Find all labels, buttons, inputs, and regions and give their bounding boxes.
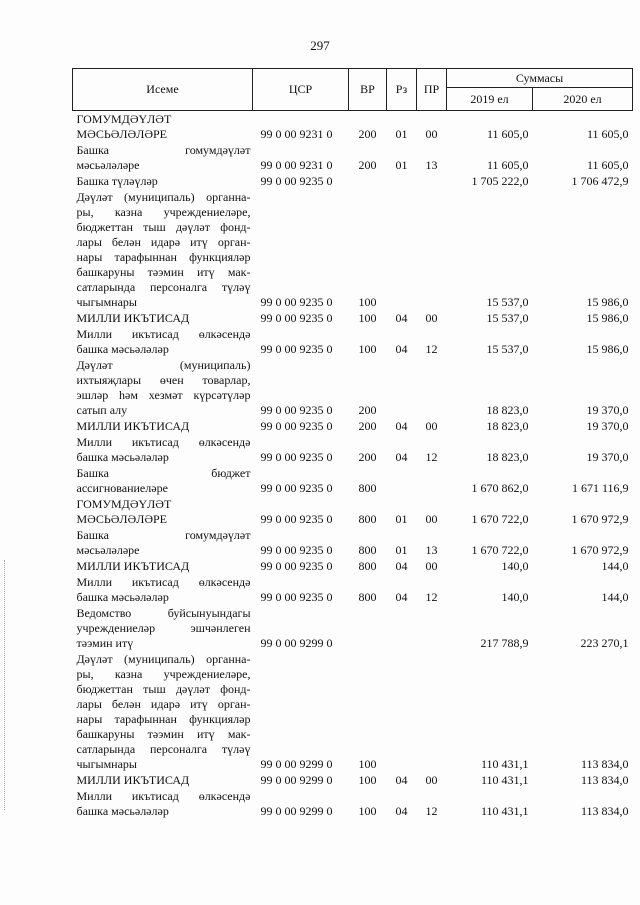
row-name-line: Дәүләт (муниципаль)	[76, 358, 251, 372]
row-sum-2020: 1 670 972,9	[571, 543, 629, 557]
row-sum-2019: 110 431,1	[480, 757, 529, 771]
row-name-line: МИЛЛИ ИКЪТИСАД	[76, 311, 190, 325]
row-name-line: ГОМУМДӘҮЛӘТ	[76, 497, 172, 511]
row-name	[73, 605, 253, 651]
row-csr: 99 0 00 9299 0	[260, 773, 333, 787]
row-vr: 100	[358, 311, 377, 325]
row-csr: 99 0 00 9235 0	[260, 590, 333, 604]
row-csr: 99 0 00 9235 0	[260, 295, 333, 309]
row-rz: 01	[395, 127, 408, 141]
row-name	[73, 173, 253, 189]
row-sum-2019: 15 537,0	[486, 295, 529, 309]
table-row	[73, 496, 633, 527]
row-vr: 800	[358, 559, 377, 573]
row-name-line: нары тарафыннан функцияләр	[76, 250, 251, 264]
row-name-line: чыгымнары	[76, 757, 137, 771]
row-vr: 800	[358, 481, 377, 495]
row-name-line: Милли икътисад өлкәсендә	[76, 789, 251, 803]
row-sum-2020: 1 671 116,9	[571, 481, 629, 495]
row-vr: 800	[358, 590, 377, 604]
row-sum-2020: 11 605,0	[586, 158, 629, 172]
table-header	[73, 69, 633, 111]
row-name-line: МИЛЛИ ИКЪТИСАД	[76, 419, 190, 433]
row-rz	[387, 465, 417, 496]
row-sum-2019: 18 823,0	[486, 419, 529, 433]
row-csr: 99 0 00 9235 0	[260, 559, 333, 573]
row-name	[73, 142, 253, 173]
row-pr: 13	[425, 158, 438, 172]
row-sum-2019: 18 823,0	[486, 450, 529, 464]
table-row	[73, 788, 633, 819]
row-sum-2020: 1 706 472,9	[571, 174, 629, 188]
table-row	[73, 418, 633, 434]
row-name-line: Милли икътисад өлкәсендә	[76, 435, 251, 449]
row-name-line: бюджеттан тыш дәүләт фонд-	[76, 220, 251, 234]
row-name-line: бюджеттан тыш дәүләт фонд-	[76, 682, 251, 696]
row-name	[73, 788, 253, 819]
table-row	[73, 558, 633, 574]
row-csr: 99 0 00 9299 0	[260, 636, 333, 650]
row-csr: 99 0 00 9235 0	[260, 481, 333, 495]
row-csr: 99 0 00 9231 0	[260, 158, 333, 172]
page-number: 297	[310, 38, 330, 53]
row-rz	[387, 357, 417, 418]
row-rz	[387, 189, 417, 310]
row-sum-2020: 15 986,0	[586, 342, 629, 356]
table-row	[73, 142, 633, 173]
row-vr: 100	[358, 342, 377, 356]
row-rz: 04	[395, 773, 408, 787]
row-vr: 100	[358, 773, 377, 787]
header-year-2020: 2020 ел	[533, 88, 633, 111]
row-sum-2019: 1 705 222,0	[471, 174, 529, 188]
row-vr	[349, 173, 387, 189]
row-csr: 99 0 00 9299 0	[260, 757, 333, 771]
header-pr: ПР	[417, 69, 447, 111]
row-name-line: чыгымнары	[76, 295, 137, 309]
row-pr: 12	[425, 590, 438, 604]
row-vr: 200	[358, 450, 377, 464]
row-sum-2019: 18 823,0	[486, 403, 529, 417]
row-name-line: ГОМУМДӘҮЛӘТ	[76, 112, 172, 126]
row-sum-2020: 15 986,0	[586, 311, 629, 325]
row-sum-2019: 11 605,0	[486, 158, 529, 172]
header-vr: ВР	[349, 69, 387, 111]
row-sum-2020: 113 834,0	[580, 804, 629, 818]
row-csr: 99 0 00 9235 0	[260, 311, 333, 325]
row-name-line: башкаруны тәэмин итү мак-	[76, 265, 251, 279]
row-sum-2019: 217 788,9	[480, 636, 529, 650]
margin-dotted-line	[4, 560, 5, 810]
row-pr: 12	[425, 342, 438, 356]
row-csr: 99 0 00 9299 0	[260, 804, 333, 818]
row-pr: 00	[425, 559, 438, 573]
row-sum-2020: 113 834,0	[580, 757, 629, 771]
row-sum-2019: 11 605,0	[486, 127, 529, 141]
row-name	[73, 434, 253, 465]
row-name-line: Милли икътисад өлкәсендә	[76, 575, 251, 589]
row-vr: 100	[358, 804, 377, 818]
row-name	[73, 496, 253, 527]
table-row	[73, 574, 633, 605]
table-row	[73, 527, 633, 558]
row-sum-2019: 110 431,1	[480, 773, 529, 787]
row-rz	[387, 173, 417, 189]
row-name-line: мәсьәләләре	[76, 543, 140, 557]
row-name-line: ассигнованиеләре	[76, 481, 168, 495]
row-name-line: МИЛЛИ ИКЪТИСАД	[76, 773, 190, 787]
header-rz: Рз	[387, 69, 417, 111]
row-name-line: башка мәсьәләләр	[76, 804, 169, 818]
row-sum-2019: 15 537,0	[486, 311, 529, 325]
row-name-line: лары белән идарә итү орган-	[76, 235, 251, 249]
row-name-line: башка мәсьәләләр	[76, 590, 169, 604]
row-pr	[417, 605, 447, 651]
row-pr	[417, 357, 447, 418]
table-row	[73, 173, 633, 189]
row-csr: 99 0 00 9235 0	[260, 512, 333, 526]
row-csr: 99 0 00 9235 0	[260, 174, 333, 188]
row-sum-2020: 19 370,0	[586, 419, 629, 433]
row-rz: 04	[395, 590, 408, 604]
header-name: Исеме	[73, 69, 253, 111]
row-name	[73, 310, 253, 326]
table-row	[73, 357, 633, 418]
table-row	[73, 465, 633, 496]
row-name-line: сатларында персоналга түләү	[76, 280, 251, 294]
row-name	[73, 772, 253, 788]
row-name	[73, 111, 253, 143]
row-pr: 00	[425, 127, 438, 141]
row-vr: 800	[358, 512, 377, 526]
row-rz: 04	[395, 342, 408, 356]
row-pr: 13	[425, 543, 438, 557]
row-pr: 00	[425, 512, 438, 526]
row-name-line: башка мәсьәләләр	[76, 342, 169, 356]
row-pr	[417, 465, 447, 496]
table-row	[73, 189, 633, 310]
row-vr: 200	[358, 403, 377, 417]
row-sum-2019: 110 431,1	[480, 804, 529, 818]
row-sum-2019: 1 670 722,0	[471, 543, 529, 557]
row-name-line: эшләр һәм хезмәт күрсәтүләр	[76, 388, 251, 402]
row-vr: 200	[358, 158, 377, 172]
row-name-line: лары белән идарә итү орган-	[76, 697, 251, 711]
row-pr: 00	[425, 419, 438, 433]
row-name-line: Милли икътисад өлкәсендә	[76, 327, 251, 341]
row-name	[73, 651, 253, 772]
row-name-line: тәэмин итү	[76, 636, 134, 650]
row-name-line: башкаруны тәэмин итү мак-	[76, 727, 251, 741]
row-name	[73, 326, 253, 357]
row-sum-2019: 140,0	[501, 590, 529, 604]
row-rz: 04	[395, 419, 408, 433]
row-name	[73, 357, 253, 418]
table-row	[73, 111, 633, 143]
row-csr: 99 0 00 9231 0	[260, 127, 333, 141]
row-sum-2020: 15 986,0	[586, 295, 629, 309]
row-name	[73, 527, 253, 558]
row-sum-2019: 140,0	[501, 559, 529, 573]
row-rz: 01	[395, 512, 408, 526]
row-vr	[349, 605, 387, 651]
row-pr: 00	[425, 773, 438, 787]
row-name-line: мәсьәләләре	[76, 158, 140, 172]
row-sum-2020: 144,0	[601, 559, 629, 573]
row-name-line: Дәүләт (муниципаль) органна-	[76, 652, 251, 666]
header-csr: ЦСР	[253, 69, 349, 111]
row-vr: 100	[358, 757, 377, 771]
row-csr: 99 0 00 9235 0	[260, 342, 333, 356]
budget-table	[72, 68, 633, 819]
table-row	[73, 605, 633, 651]
row-sum-2020: 144,0	[601, 590, 629, 604]
row-name-line: МӘСЬӘЛӘЛӘРЕ	[76, 512, 168, 526]
row-name-line: МИЛЛИ ИКЪТИСАД	[76, 559, 190, 573]
row-csr: 99 0 00 9235 0	[260, 403, 333, 417]
row-vr: 800	[358, 543, 377, 557]
row-name-line: ры, казна учреждениеләре,	[76, 667, 251, 681]
header-sums: Суммасы	[447, 69, 633, 88]
row-name-line: Дәүләт (муниципаль) органна-	[76, 190, 251, 204]
row-vr: 200	[358, 419, 377, 433]
row-name-line: ры, казна учреждениеләре,	[76, 205, 251, 219]
row-sum-2019: 1 670 862,0	[471, 481, 529, 495]
row-name-line: сатларында персоналга түләү	[76, 742, 251, 756]
table-row	[73, 326, 633, 357]
row-rz: 01	[395, 158, 408, 172]
row-name-line: Башка гомумдәүләт	[76, 528, 251, 542]
row-name-line: сатып алу	[76, 403, 128, 417]
row-pr: 00	[425, 311, 438, 325]
row-sum-2020: 1 670 972,9	[571, 512, 629, 526]
row-pr: 12	[425, 450, 438, 464]
row-rz: 01	[395, 543, 408, 557]
row-name	[73, 465, 253, 496]
row-rz	[387, 605, 417, 651]
row-name-line: башка мәсьәләләр	[76, 450, 169, 464]
row-rz: 04	[395, 804, 408, 818]
row-name	[73, 189, 253, 310]
row-pr	[417, 173, 447, 189]
row-name	[73, 574, 253, 605]
row-name-line: Башка гомумдәүләт	[76, 143, 251, 157]
row-sum-2019: 15 537,0	[486, 342, 529, 356]
row-name-line: Ведомство буйсынуындагы	[76, 606, 251, 620]
row-name-line: Башка түләүләр	[76, 174, 158, 188]
row-sum-2019: 1 670 722,0	[471, 512, 529, 526]
table-row	[73, 310, 633, 326]
table-row	[73, 772, 633, 788]
row-name	[73, 558, 253, 574]
table-row	[73, 651, 633, 772]
row-name-line: нары тарафыннан функцияләр	[76, 712, 251, 726]
row-csr: 99 0 00 9235 0	[260, 419, 333, 433]
row-csr: 99 0 00 9235 0	[260, 450, 333, 464]
row-sum-2020: 113 834,0	[580, 773, 629, 787]
row-name-line: учреждениеләр эшчәнлеген	[76, 621, 251, 635]
row-csr: 99 0 00 9235 0	[260, 543, 333, 557]
row-pr	[417, 189, 447, 310]
row-rz: 04	[395, 311, 408, 325]
row-sum-2020: 11 605,0	[586, 127, 629, 141]
table-row	[73, 434, 633, 465]
header-year-2019: 2019 ел	[447, 88, 533, 111]
row-sum-2020: 19 370,0	[586, 450, 629, 464]
row-vr: 200	[358, 127, 377, 141]
row-sum-2020: 223 270,1	[580, 636, 629, 650]
row-pr	[417, 651, 447, 772]
row-name	[73, 418, 253, 434]
row-rz	[387, 651, 417, 772]
row-name-line: Башка бюджет	[76, 466, 251, 480]
row-pr: 12	[425, 804, 438, 818]
row-vr: 100	[358, 295, 377, 309]
row-name-line: МӘСЬӘЛӘЛӘРЕ	[76, 127, 168, 141]
row-rz: 04	[395, 450, 408, 464]
row-name-line: ихтыяҗлары өчен товарлар,	[76, 373, 251, 387]
row-rz: 04	[395, 559, 408, 573]
row-sum-2020: 19 370,0	[586, 403, 629, 417]
table-body	[73, 111, 633, 820]
